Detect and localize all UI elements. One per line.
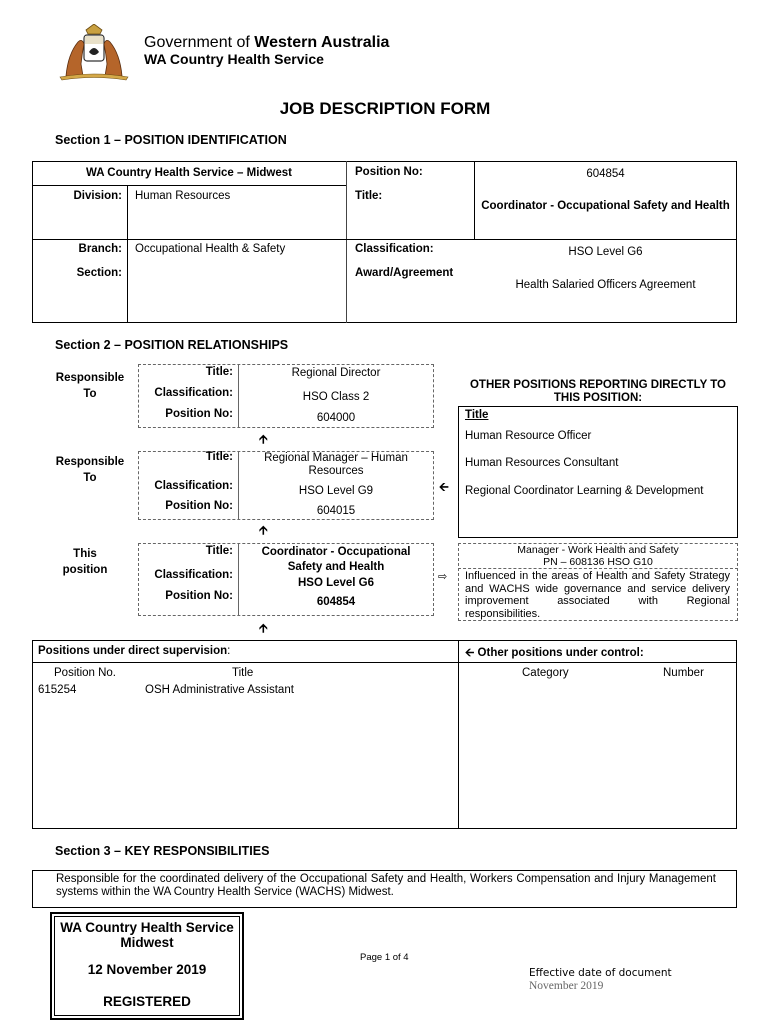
supervision-table xyxy=(32,640,737,829)
l3-title-value: Coordinator - Occupational Safety and Health xyxy=(261,546,411,573)
influence-text: Influenced in the areas of Health and Safety Strategy and WACHS wide governance and service delivery improvement associated with Regional responsibilities. xyxy=(465,570,730,620)
l1-title-label: Title: xyxy=(205,366,233,378)
direct-supervision-colon: : xyxy=(227,645,231,657)
organisation-name: WA Country Health Service – Midwest xyxy=(86,167,292,179)
branch-value: Occupational Health & Safety xyxy=(135,243,286,255)
other-positions-heading: OTHER POSITIONS REPORTING DIRECTLY TO THIS POSITION: xyxy=(469,379,726,404)
page-number: Page 1 of 4 xyxy=(360,952,409,963)
l2-position-no-value: 604015 xyxy=(316,505,356,517)
to-text: To xyxy=(83,472,97,484)
outline-right-arrow-icon: ⇨ xyxy=(438,571,448,583)
effective-date-label: Effective date of document xyxy=(529,967,672,979)
other-title-label: Title xyxy=(465,409,489,421)
form-title: JOB DESCRIPTION FORM xyxy=(279,99,491,118)
other-position-1: Human Resource Officer xyxy=(465,430,592,442)
wa-government-crest xyxy=(56,24,132,82)
other-position-2: Human Resources Consultant xyxy=(465,457,619,469)
other-control-text: Other positions under control: xyxy=(477,647,644,659)
key-responsibilities-text: Responsible for the coordinated delivery of the Occupational Safety and Health, Workers Compensation and Injury Management systems within the WA Country Health Service (WACHS) Midwest. xyxy=(56,873,716,898)
l2-title-label: Title: xyxy=(205,451,233,463)
other-control-label xyxy=(465,645,644,664)
section3-heading: Section 3 – KEY RESPONSIBILITIES xyxy=(55,844,270,858)
l3-title-label: Title: xyxy=(205,545,233,557)
responsible-to-label-1 xyxy=(40,370,140,402)
stamp-date: 12 November 2019 xyxy=(87,962,207,977)
classification-label: Classification: xyxy=(355,243,434,255)
this-position-label xyxy=(40,546,130,578)
l3-classification-label: Classification: xyxy=(154,569,233,581)
l2-title-value: Regional Manager – Human Resources xyxy=(264,452,408,477)
influence-manager-title: Manager - Work Health and Safety xyxy=(517,544,679,556)
supervised-position-no: 615254 xyxy=(38,684,77,696)
stamp-organisation xyxy=(54,920,240,950)
left-arrow-icon: 🡨 xyxy=(465,647,475,659)
influence-manager-pn: PN – 608136 HSO G10 xyxy=(543,556,653,568)
division-label: Division: xyxy=(73,190,122,202)
l2-classification-value: HSO Level G9 xyxy=(298,485,374,497)
section1-heading: Section 1 – POSITION IDENTIFICATION xyxy=(55,133,287,147)
col-number: Number xyxy=(663,667,704,679)
to-text: To xyxy=(83,388,97,400)
direct-supervision-label xyxy=(38,645,230,657)
stamp-status: REGISTERED xyxy=(103,994,191,1009)
title-value: Coordinator - Occupational Safety and Health xyxy=(481,200,730,212)
l3-position-no-label: Position No: xyxy=(165,590,233,602)
l1-classification-value: HSO Class 2 xyxy=(302,391,370,403)
division-value: Human Resources xyxy=(135,190,231,202)
other-position-3: Regional Coordinator Learning & Development xyxy=(465,485,704,497)
l1-classification-label: Classification: xyxy=(154,387,233,399)
col-category: Category xyxy=(522,667,569,679)
up-arrow-icon: 🡩 xyxy=(259,621,268,635)
supervised-title: OSH Administrative Assistant xyxy=(145,684,294,696)
effective-date-value: November 2019 xyxy=(529,980,604,992)
responsible-to-label-2 xyxy=(40,454,140,486)
responsible-text: Responsible xyxy=(55,456,125,468)
direct-supervision-text: Positions under direct supervision xyxy=(38,645,228,657)
l3-classification-value: HSO Level G6 xyxy=(297,577,375,589)
section-label: Section: xyxy=(76,267,122,279)
section2-heading: Section 2 – POSITION RELATIONSHIPS xyxy=(55,338,289,352)
l1-position-no-label: Position No: xyxy=(165,408,233,420)
branch-label: Branch: xyxy=(78,243,122,255)
title-label: Title: xyxy=(355,190,383,202)
l1-title-value: Regional Director xyxy=(291,367,381,379)
government-heading xyxy=(144,34,389,52)
up-arrow-icon: 🡩 xyxy=(259,432,268,446)
western-australia-text: Western Australia xyxy=(254,34,390,51)
l1-position-no-value: 604000 xyxy=(316,412,356,424)
up-arrow-icon: 🡩 xyxy=(259,523,268,537)
this-text: This xyxy=(73,548,97,560)
left-arrow-icon: 🡨 xyxy=(439,480,449,494)
position-no-label: Position No: xyxy=(355,166,423,178)
position-no-value: 604854 xyxy=(586,168,625,180)
col-position-no: Position No. xyxy=(54,667,117,679)
other-positions-box xyxy=(458,406,738,538)
col-title: Title xyxy=(232,667,254,679)
responsible-text: Responsible xyxy=(55,372,125,384)
influence-manager xyxy=(458,544,738,568)
l2-position-no-label: Position No: xyxy=(165,500,233,512)
award-label: Award/Agreement xyxy=(355,267,454,279)
l2-classification-label: Classification: xyxy=(154,480,233,492)
stamp-line1: WA Country Health Service xyxy=(60,920,234,935)
classification-value: HSO Level G6 xyxy=(568,246,643,258)
position-text: position xyxy=(62,564,108,576)
l3-position-no-value: 604854 xyxy=(316,596,356,608)
government-of-text: Government of xyxy=(144,34,255,51)
service-heading: WA Country Health Service xyxy=(144,51,324,67)
award-value: Health Salaried Officers Agreement xyxy=(515,279,696,291)
stamp-line2: Midwest xyxy=(120,935,174,950)
